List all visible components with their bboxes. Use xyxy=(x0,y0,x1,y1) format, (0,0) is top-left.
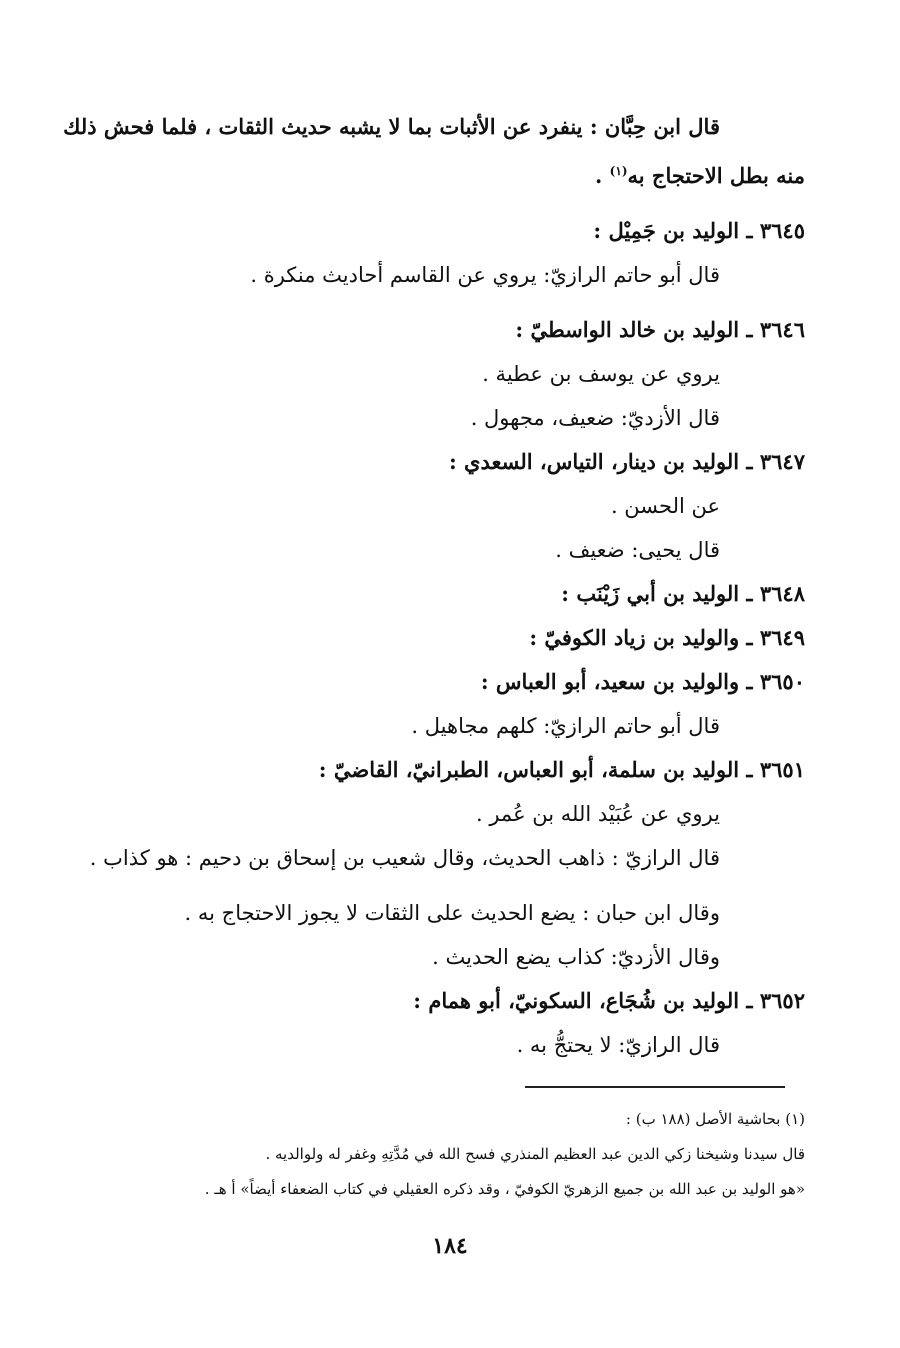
entry-3647-line-1: عن الحسن . xyxy=(610,494,720,518)
footnote-1-line-3: «هو الوليد بن عبد الله بن جميع الزهريّ الكوفيّ ، وقد ذكره العقيلي في كتاب الضعفاء أيضاً» أ هـ . xyxy=(204,1180,805,1198)
entry-3650-heading: ٣٦٥٠ ـ والوليد بن سعيد، أبو العباس : xyxy=(480,669,805,694)
entry-3651-line-3: وقال ابن حبان : يضع الحديث على الثقات لا يجوز الاحتجاج به . xyxy=(184,901,720,925)
entry-3647-heading: ٣٦٤٧ ـ الوليد بن دينار، التياس، السعدي : xyxy=(448,449,805,474)
entry-3646-line-2: قال الأزديّ: ضعيف، مجهول . xyxy=(470,406,720,430)
entry-3646-heading: ٣٦٤٦ ـ الوليد بن خالد الواسطيّ : xyxy=(515,317,805,342)
footnote-marker: (١) xyxy=(609,164,628,178)
entry-3645-line-1: قال أبو حاتم الرازيّ: يروي عن القاسم أحاديث منكرة . xyxy=(250,263,720,287)
footnote-1-line-1: (١) بحاشية الأصل (١٨٨ ب) : xyxy=(625,1110,805,1128)
entry-3651-line-4: وقال الأزديّ: كذاب يضع الحديث . xyxy=(432,945,720,969)
entry-3649-heading: ٣٦٤٩ ـ والوليد بن زياد الكوفيّ : xyxy=(529,625,805,650)
entry-3651-line-2: قال الرازيّ : ذاهب الحديث، وقال شعيب بن إسحاق بن دحيم : هو كذاب . xyxy=(89,846,720,870)
intro-line-2-text: منه بطل الاحتجاج به xyxy=(627,163,805,188)
page-number: ١٨٤ xyxy=(432,1233,468,1259)
footnote-1-line-2: قال سيدنا وشيخنا زكي الدين عبد العظيم المنذري فسح الله في مُدَّتِهِ وغفر له ولوالديه . xyxy=(265,1145,805,1163)
intro-line-1: قال ابن حِبَّان : ينفرد عن الأثبات بما لا يشبه حديث الثقات ، فلما فحش ذلك xyxy=(63,114,720,139)
intro-line-2-end: . xyxy=(595,163,610,188)
entry-3645-heading: ٣٦٤٥ ـ الوليد بن جَمِيْل : xyxy=(593,218,805,243)
entry-3651-heading: ٣٦٥١ ـ الوليد بن سلمة، أبو العباس، الطبرانيّ، القاضيّ : xyxy=(318,757,805,782)
entry-3652-line-1: قال الرازيّ: لا يحتجُّ به . xyxy=(516,1033,720,1057)
entry-3650-line-1: قال أبو حاتم الرازيّ: كلهم مجاهيل . xyxy=(411,714,720,738)
entry-3647-line-2: قال يحيى: ضعيف . xyxy=(555,538,720,562)
entry-3652-heading: ٣٦٥٢ ـ الوليد بن شُجَاع، السكونيّ، أبو همام : xyxy=(413,988,805,1013)
intro-line-2 xyxy=(0,156,900,191)
footnote-divider xyxy=(525,1086,785,1088)
entry-3648-heading: ٣٦٤٨ ـ الوليد بن أبي زَيْنَب : xyxy=(561,581,805,606)
entry-3646-line-1: يروي عن يوسف بن عطية . xyxy=(482,362,720,386)
entry-3651-line-1: يروي عن عُبَيْد الله بن عُمر . xyxy=(475,802,720,826)
